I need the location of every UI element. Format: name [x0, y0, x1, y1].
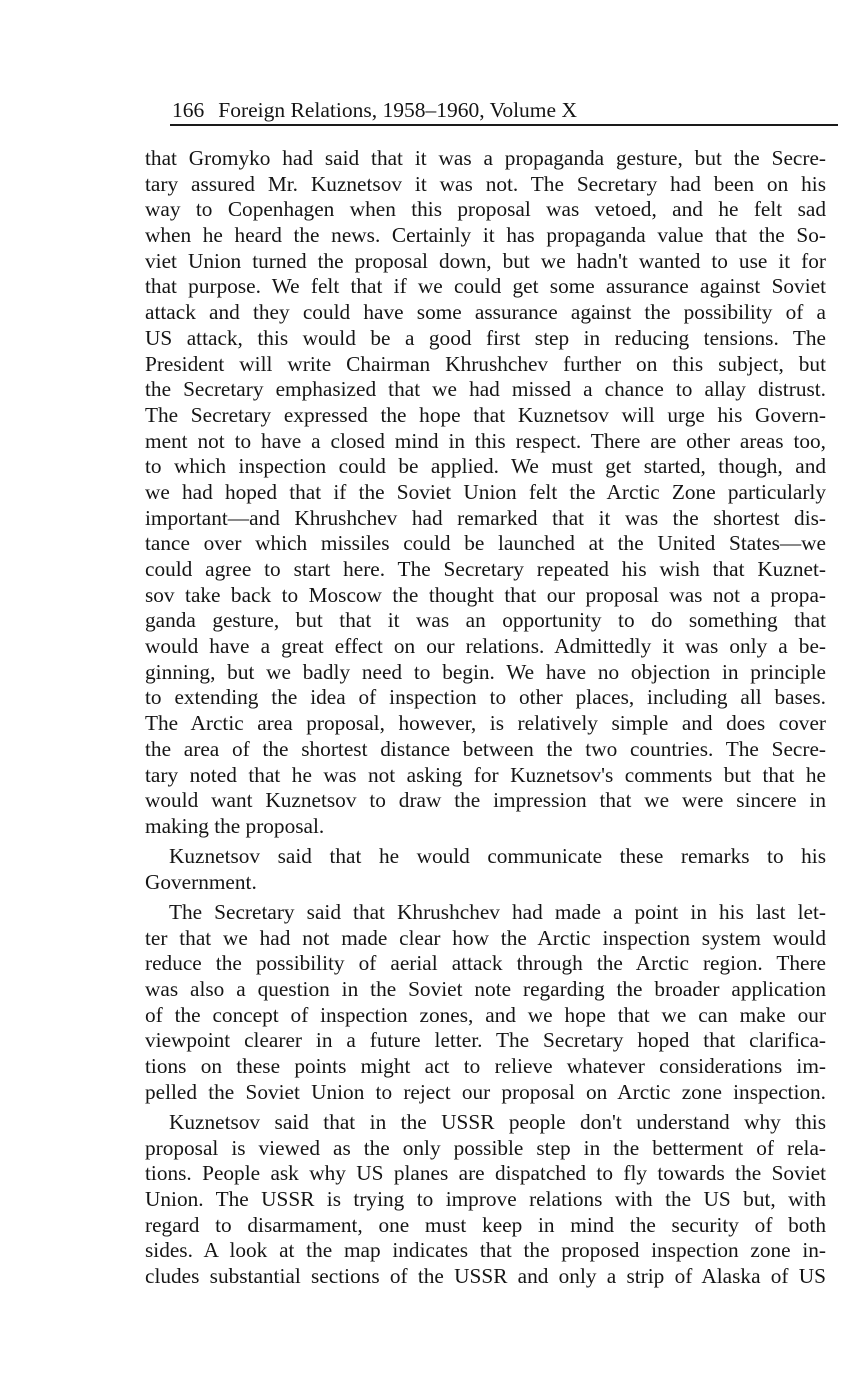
text-line: reduce the possibility of aerial attack through the Arctic region. There: [145, 951, 826, 976]
paragraph: [145, 146, 826, 840]
text-line: The Secretary said that Khrushchev had made a point in his last let-: [169, 899, 826, 924]
text-line: of the concept of inspection zones, and we hope that we can make our: [145, 1002, 826, 1027]
text-line: to extending the idea of inspection to other places, including all bases.: [145, 685, 826, 710]
running-header: [172, 98, 577, 123]
running-title: Foreign Relations, 1958–1960, Volume X: [218, 98, 577, 122]
paragraph: [145, 844, 826, 895]
text-line: was also a question in the Soviet note regarding the broader application: [145, 977, 826, 1001]
text-line: cludes substantial sections of the USSR and only a strip of Alaska of US: [145, 1264, 826, 1289]
text-line: The Secretary expressed the hope that Kuznetsov will urge his Govern-: [145, 402, 826, 427]
paragraph: [145, 900, 826, 1106]
text-line: would want Kuznetsov to draw the impression that we were sincere in: [145, 788, 826, 813]
text-line: US attack, this would be a good first step in reducing tensions. The: [145, 325, 826, 350]
text-line: Union. The USSR is trying to improve relations with the US but, with: [145, 1187, 826, 1211]
text-line: Government.: [145, 869, 257, 894]
text-line: viet Union turned the proposal down, but we hadn't wanted to use it for: [145, 248, 826, 273]
text-line: ginning, but we badly need to begin. We have no objection in principle: [145, 659, 826, 684]
text-line: making the proposal.: [145, 813, 325, 838]
text-line: proposal is viewed as the only possible step in the betterment of rela-: [145, 1135, 826, 1160]
text-line: pelled the Soviet Union to reject our proposal on Arctic zone inspection.: [145, 1079, 826, 1104]
text-line: sov take back to Moscow the thought that our proposal was not a propa-: [145, 582, 826, 607]
paragraph: [145, 1110, 826, 1290]
text-line: President will write Chairman Khrushchev further on this subject, but: [145, 351, 826, 376]
text-line: ter that we had not made clear how the Arctic inspection system would: [145, 925, 826, 950]
text-line: regard to disarmament, one must keep in mind the security of both: [145, 1212, 826, 1237]
text-line: attack and they could have some assurance against the possibility of a: [145, 300, 826, 325]
text-line: viewpoint clearer in a future letter. The Secretary hoped that clarifica-: [145, 1028, 826, 1053]
header-rule: [170, 124, 838, 126]
text-line: ganda gesture, but that it was an opportunity to do something that: [145, 608, 826, 633]
text-line: Kuznetsov said that in the USSR people don't understand why this: [169, 1109, 826, 1134]
text-line: the Secretary emphasized that we had missed a chance to allay distrust.: [145, 377, 826, 402]
text-line: tary assured Mr. Kuznetsov it was not. The Secretary had been on his: [145, 171, 826, 196]
text-line: important—and Khrushchev had remarked that it was the shortest dis-: [145, 505, 826, 530]
text-line: would have a great effect on our relations. Admittedly it was only a be-: [145, 634, 826, 659]
text-line: could agree to start here. The Secretary repeated his wish that Kuznet-: [145, 557, 826, 581]
body-text: [145, 146, 826, 1294]
text-line: way to Copenhagen when this proposal was vetoed, and he felt sad: [145, 197, 826, 222]
text-line: when he heard the news. Certainly it has propaganda value that the So-: [145, 223, 826, 248]
text-line: the area of the shortest distance between the two countries. The Secre-: [145, 736, 826, 761]
text-line: tance over which missiles could be launched at the United States—we: [145, 531, 826, 556]
text-line: tary noted that he was not asking for Kuznetsov's comments but that he: [145, 762, 826, 787]
text-line: that Gromyko had said that it was a propaganda gesture, but the Secre-: [145, 146, 826, 170]
text-line: we had hoped that if the Soviet Union felt the Arctic Zone particularly: [145, 479, 826, 504]
text-line: tions on these points might act to relieve whatever considerations im-: [145, 1054, 826, 1079]
text-line: that purpose. We felt that if we could get some assurance against Soviet: [145, 274, 826, 299]
text-line: ment not to have a closed mind in this respect. There are other areas too,: [145, 428, 826, 453]
text-line: to which inspection could be applied. We must get started, though, and: [145, 454, 826, 479]
text-line: sides. A look at the map indicates that the proposed inspection zone in-: [145, 1238, 826, 1263]
page-number: 166: [172, 98, 205, 122]
text-line: tions. People ask why US planes are dispatched to fly towards the Soviet: [145, 1161, 826, 1186]
text-line: The Arctic area proposal, however, is relatively simple and does cover: [145, 711, 826, 736]
text-line: Kuznetsov said that he would communicate these remarks to his: [169, 844, 826, 869]
